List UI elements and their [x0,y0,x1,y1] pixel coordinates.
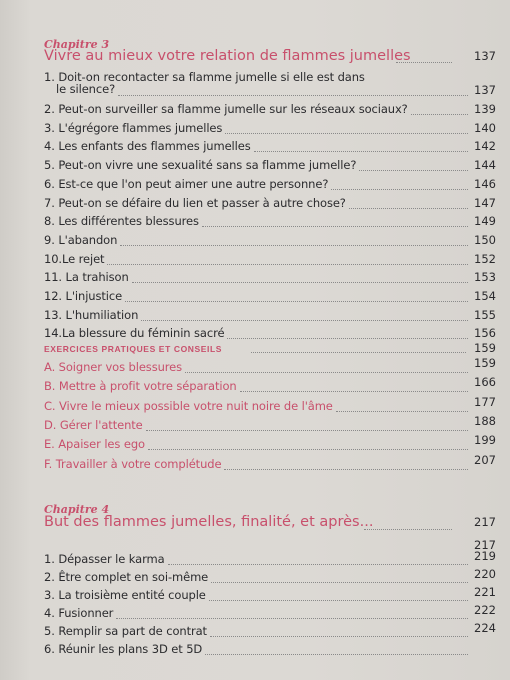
exercises-heading: EXERCICES PRATIQUES ET CONSEILS [44,344,223,354]
toc-entry-label: F. Travailler à votre complétude [44,456,222,471]
toc-leader [116,618,468,619]
toc-entry-label: 2. Peut-on surveiller sa flamme jumelle sur les réseaux sociaux? [44,102,408,116]
toc-entry-label: 3. L'égrégore flammes jumelles [44,120,223,135]
toc-entry[interactable] [44,621,496,642]
toc-entry-label: C. Vivre le mieux possible votre nuit noire de l'âme [44,398,333,413]
toc-entry-page: 207 [474,452,496,467]
toc-entry-page: 156 [474,326,496,341]
toc-entry-page: 137 [474,83,496,97]
toc-entry-label: 1. Dépasser le karma [44,552,165,566]
toc-entry[interactable] [44,642,496,660]
toc-entry-label: 11. La trahison [44,270,129,285]
toc-entry-page: 154 [474,289,496,303]
toc-entry-page: 147 [474,195,496,210]
chapter-3-leader [396,62,452,63]
toc-leader [331,189,468,190]
toc-entry[interactable] [44,214,496,232]
toc-entry[interactable] [44,375,496,397]
toc-entry[interactable] [44,196,496,214]
toc-entry[interactable] [44,289,496,307]
toc-entry-page: 199 [474,433,496,448]
toc-leader [107,264,468,265]
toc-entry-page: 144 [474,158,496,173]
toc-entry-page: 188 [474,413,496,428]
toc-entry-page: 142 [474,139,496,154]
toc-leader [225,133,468,134]
toc-entry[interactable] [44,121,496,139]
toc-entry-label: 10.Le rejet [44,251,105,266]
toc-leader [349,208,468,209]
toc-entry-page: 177 [474,394,496,409]
toc-entry[interactable] [44,433,496,455]
toc-leader [185,372,468,373]
toc-leader [168,564,468,565]
toc-entry-label: 5. Remplir sa part de contrat [44,624,207,638]
toc-leader [125,301,468,302]
chapter-3-page: 137 [474,49,496,63]
toc-entry-label: 13. L'humiliation [44,307,139,322]
toc-entry-label: 3. La troisième entité couple [44,588,206,602]
toc-leader [146,430,468,431]
toc-entry-label: 6. Est-ce que l'on peut aimer une autre personne? [44,176,329,191]
toc-entry-label: 6. Réunir les plans 3D et 5D [44,642,203,656]
toc-entry-label: B. Mettre à profit votre séparation [44,379,237,394]
toc-entry-label-continued: le silence? [56,82,116,96]
toc-entry-page: 152 [474,251,496,266]
toc-entry-label: 12. L'injustice [44,289,123,303]
toc-entry-page: 146 [474,176,496,191]
toc-entry-page: 139 [474,102,496,116]
toc-leader [411,114,468,115]
chapter-4-page: 217 [474,515,496,529]
toc-entry-label: 8. Les différentes blessures [44,214,199,229]
toc-entry-page: 220 [474,567,496,581]
toc-entry[interactable] [44,567,496,588]
toc-entry[interactable] [44,603,496,624]
toc-entry-page: 150 [474,232,496,247]
toc-leader [210,636,468,637]
toc-leader [202,226,468,227]
toc-entry-page: 149 [474,214,496,229]
toc-entry-label: 1. Doit-on recontacter sa flamme jumelle si elle est dans [44,70,365,84]
toc-leader [251,352,466,353]
toc-entry-label: 5. Peut-on vivre une sexualité sans sa flamme jumelle? [44,158,357,173]
toc-leader [141,320,468,321]
toc-entry[interactable] [44,233,496,251]
toc-entry[interactable] [44,252,496,270]
toc-entry[interactable] [44,177,496,195]
toc-entry-page: 219 [474,549,496,563]
exercises-page: 159 [474,341,496,355]
toc-entry-page: 140 [474,120,496,135]
chapter-3-label: Chapitre 3 [44,38,110,51]
toc-entry-page: 153 [474,270,496,285]
toc-entry-page: 224 [474,621,496,635]
exercises-heading-row[interactable] [44,341,496,359]
toc-entry[interactable] [44,452,496,475]
toc-leader [336,411,468,412]
toc-leader [211,582,468,583]
toc-entry-label: A. Soigner vos blessures [44,360,183,374]
toc-entry-page: 166 [474,375,496,390]
toc-leader [227,338,468,339]
toc-entry[interactable] [44,270,496,288]
toc-entry[interactable] [44,102,496,120]
toc-entry-page: 222 [474,603,496,617]
chapter-3-title[interactable]: Vivre au mieux votre relation de flammes jumelles [44,48,411,64]
toc-entry-page: 217 [474,538,496,552]
toc-leader [224,469,468,470]
toc-entry-label: 4. Les enfants des flammes jumelles [44,139,251,154]
toc-leader [132,282,468,283]
toc-leader [254,151,468,152]
toc-leader [118,95,468,96]
chapter-4-leader [364,529,452,530]
toc-entry[interactable] [44,413,496,436]
toc-entry-page: 155 [474,307,496,322]
toc-entry-page: 221 [474,585,496,599]
toc-leader [148,449,468,450]
toc-entry[interactable] [44,70,496,100]
chapter-4-label: Chapitre 4 [44,503,110,516]
toc-leader [205,654,468,655]
toc-entry[interactable] [44,308,496,326]
toc-entry-label: D. Gérer l'attente [44,417,143,432]
toc-leader [359,170,468,171]
toc-entry-page: 159 [474,356,496,370]
toc-entry[interactable] [44,394,496,417]
toc-entry[interactable] [44,356,496,378]
toc-entry-label: 14.La blessure du féminin sacré [44,326,225,341]
toc-entry-label: 9. L'abandon [44,232,118,247]
toc-entry-label: 7. Peut-on se défaire du lien et passer à autre chose? [44,195,346,210]
toc-entry[interactable] [44,139,496,157]
chapter-4-title[interactable]: But des flammes jumelles, finalité, et après... [44,514,374,530]
toc-entry-label: 2. Être complet en soi-même [44,570,209,584]
toc-entry[interactable] [44,549,496,570]
toc-entry-label: 4. Fusionner [44,606,114,620]
toc-leader [240,391,468,392]
toc-leader [209,600,468,601]
toc-entry[interactable] [44,158,496,176]
toc-entry[interactable] [44,585,496,606]
toc-leader [120,245,468,246]
toc-entry-label: E. Apaiser les ego [44,437,145,452]
